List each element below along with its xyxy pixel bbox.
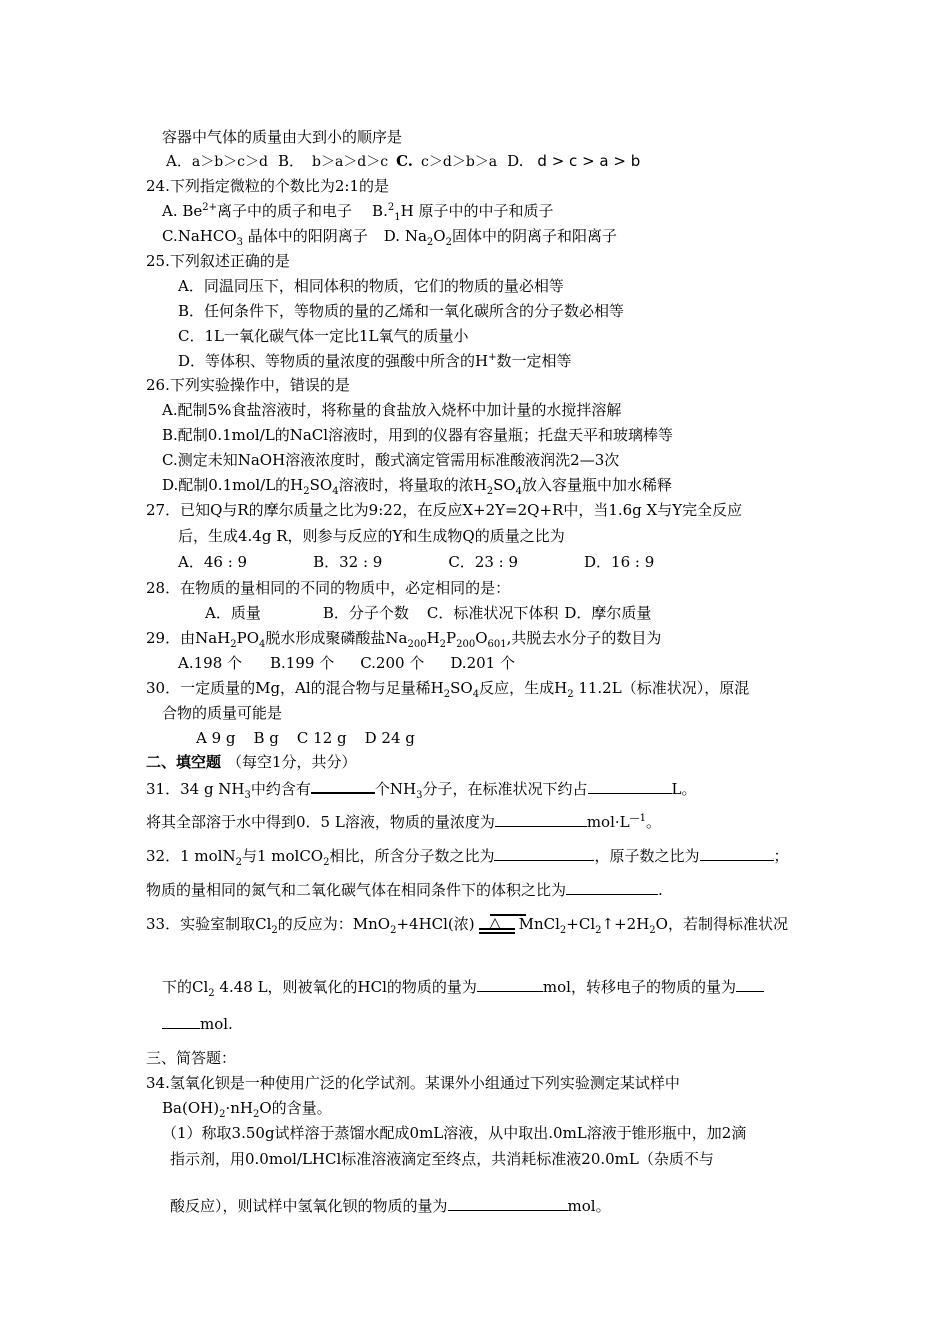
q31-line-1: 31．34 g $NH_3$中约含有 个$NH_3$分子，在标准状况下约占 L。 xyxy=(146,780,697,801)
q25-option-c: C．1L一氧化碳气体一定比1L氧气的质量小 xyxy=(178,327,469,345)
q27-options: A．46 : 9 B．32 : 9 C．23 : 9 D．16 : 9 xyxy=(178,553,655,571)
q28-stem: 28．在物质的量相同的不同的物质中，必定相同的是： xyxy=(146,579,511,597)
q31-blank-1[interactable] xyxy=(311,778,375,794)
q24-options-ab: A. $Be^{2+}$离子中的质子和电子 B.$^2_1$H 原子中的中子和质子 xyxy=(162,202,554,223)
section-3-heading: 三、简答题： xyxy=(146,1049,237,1067)
q34-line-1: 34.氢氧化钡是一种使用广泛的化学试剂。某课外小组通过下列实验测定某试样中 xyxy=(146,1074,680,1092)
q25-option-b: B．任何条件下，等物质的量的乙烯和一氧化碳所含的分子数必相等 xyxy=(178,302,625,320)
q31-blank-3[interactable] xyxy=(495,812,587,827)
q33-blank-2b[interactable] xyxy=(162,1014,200,1029)
q32-line-1: 32．1 molN$_2$与1 molCO$_2$相比，所含分子数之比为 ，原子数之比为 ； xyxy=(146,847,789,868)
q25-stem: 25.下列叙述正确的是 xyxy=(146,252,290,270)
q33-blank-1[interactable] xyxy=(477,977,543,992)
q25-option-d: D．等体积、等物质的量浓度的强酸中所含的H+数一定相等 xyxy=(178,352,572,370)
q33-blank-2a[interactable] xyxy=(736,977,764,992)
q32-blank-2[interactable] xyxy=(700,846,774,861)
q32-blank-3[interactable] xyxy=(566,880,658,895)
q24-stem: 24.下列指定微粒的个数比为2:1的是 xyxy=(146,177,389,195)
q25-option-a: A．同温同压下，相同体积的物质，它们的物质的量必相等 xyxy=(178,277,564,295)
q29-options: A.198 个 B.199 个 C.200 个 D.201 个 xyxy=(178,654,515,672)
q29-stem: 29．由$NaH_2PO_4$脱水形成聚磷酸盐$Na_{200}H_2P_{200}O_{601}$,共脱去水分子的数目为 xyxy=(146,629,662,650)
q26-stem: 26.下列实验操作中，错误的是 xyxy=(146,376,350,394)
q26-option-d: D.配制0.1mol/L的$H_2SO_4$溶液时，将量取的浓$H_2SO_4$放入容量瓶中加水稀释 xyxy=(162,476,673,497)
q31-blank-2[interactable] xyxy=(588,779,672,794)
q32-line-2: 物质的量相同的氮气和二氧化碳气体在相同条件下的体积之比为 . xyxy=(146,881,663,899)
q26-option-b: B.配制0.1mol/L的NaCl溶液时，用到的仪器有容量瓶；托盘天平和玻璃棒等 xyxy=(162,426,674,444)
q30-line-1: 30．一定质量的Mg，Al的混合物与足量稀$H_2SO_4$反应，生成$H_2$ 11.2L（标准状况），原混 xyxy=(146,679,750,700)
q23-options: A．a＞b＞c＞d B． b＞a＞d＞c C. c＞d＞b＞a D. d > c > a > b xyxy=(166,152,641,170)
q31-line-2: 将其全部溶于水中得到0．5 L溶液，物质的量浓度为 $mol\cdot L^{—1}$。 xyxy=(146,813,661,831)
q34-line-2: $Ba(OH)_2\cdot nH_2O$的含量。 xyxy=(162,1099,332,1120)
q34-line-3: （1）称取3.50g试样溶于蒸馏水配成0mL溶液，从中取出.0mL溶液于锥形瓶中，加2滴 xyxy=(162,1124,747,1142)
q27-line-2: 后，生成4.4g R，则参与反应的Y和生成物Q的质量之比为 xyxy=(178,527,565,545)
q26-option-c: C.测定未知NaOH溶液浓度时，酸式滴定管需用标准酸液润洗2—3次 xyxy=(162,451,620,469)
q30-line-2: 合物的质量可能是 xyxy=(162,704,283,722)
q24-options-cd: C.NaHCO$_3$ 晶体中的阳阴离子 D. $Na_2O_2$固体中的阴离子和阳离子 xyxy=(162,227,617,248)
q26-option-a: A.配制5%食盐溶液时，将称量的食盐放入烧杯中加计量的水搅拌溶解 xyxy=(162,401,622,419)
heating-condition-sign: △ xyxy=(479,914,515,936)
q34-line-5: 酸反应），则试样中氢氧化钡的物质的量为 mol。 xyxy=(170,1197,611,1215)
q33-line-3: mol. xyxy=(162,1014,233,1034)
q33-line-1: 33．实验室制取$Cl_2$的反应为：MnO$_2$+4HCl(浓) △ $MnCl_2+Cl_2↑+2H_2O$，若制得标准状况 xyxy=(146,915,788,936)
section-2-heading: 二、填空题 （每空1分，共分） xyxy=(146,753,357,771)
q23-stem-end: 容器中气体的质量由大到小的顺序是 xyxy=(162,128,403,146)
q30-options: A 9 g B g C 12 g D 24 g xyxy=(196,729,415,747)
q34-blank-1[interactable] xyxy=(448,1196,568,1211)
q33-line-2: 下的$Cl_2$ 4.48 L，则被氧化的HCl的物质的量为 mol，转移电子的物质的量为 xyxy=(162,977,764,997)
q34-line-4: 指示剂，用0.0mol/LHCl标准溶液滴定至终点，共消耗标准液20.0mL（杂质不与 xyxy=(170,1150,714,1168)
q28-options: A．质量 B．分子个数 C．标准状况下体积 D．摩尔质量 xyxy=(205,604,652,622)
q27-line-1: 27．已知Q与R的摩尔质量之比为9:22，在反应X+2Y=2Q+R中，当1.6g X与Y完全反应 xyxy=(146,501,743,519)
q32-blank-1[interactable] xyxy=(494,846,594,861)
